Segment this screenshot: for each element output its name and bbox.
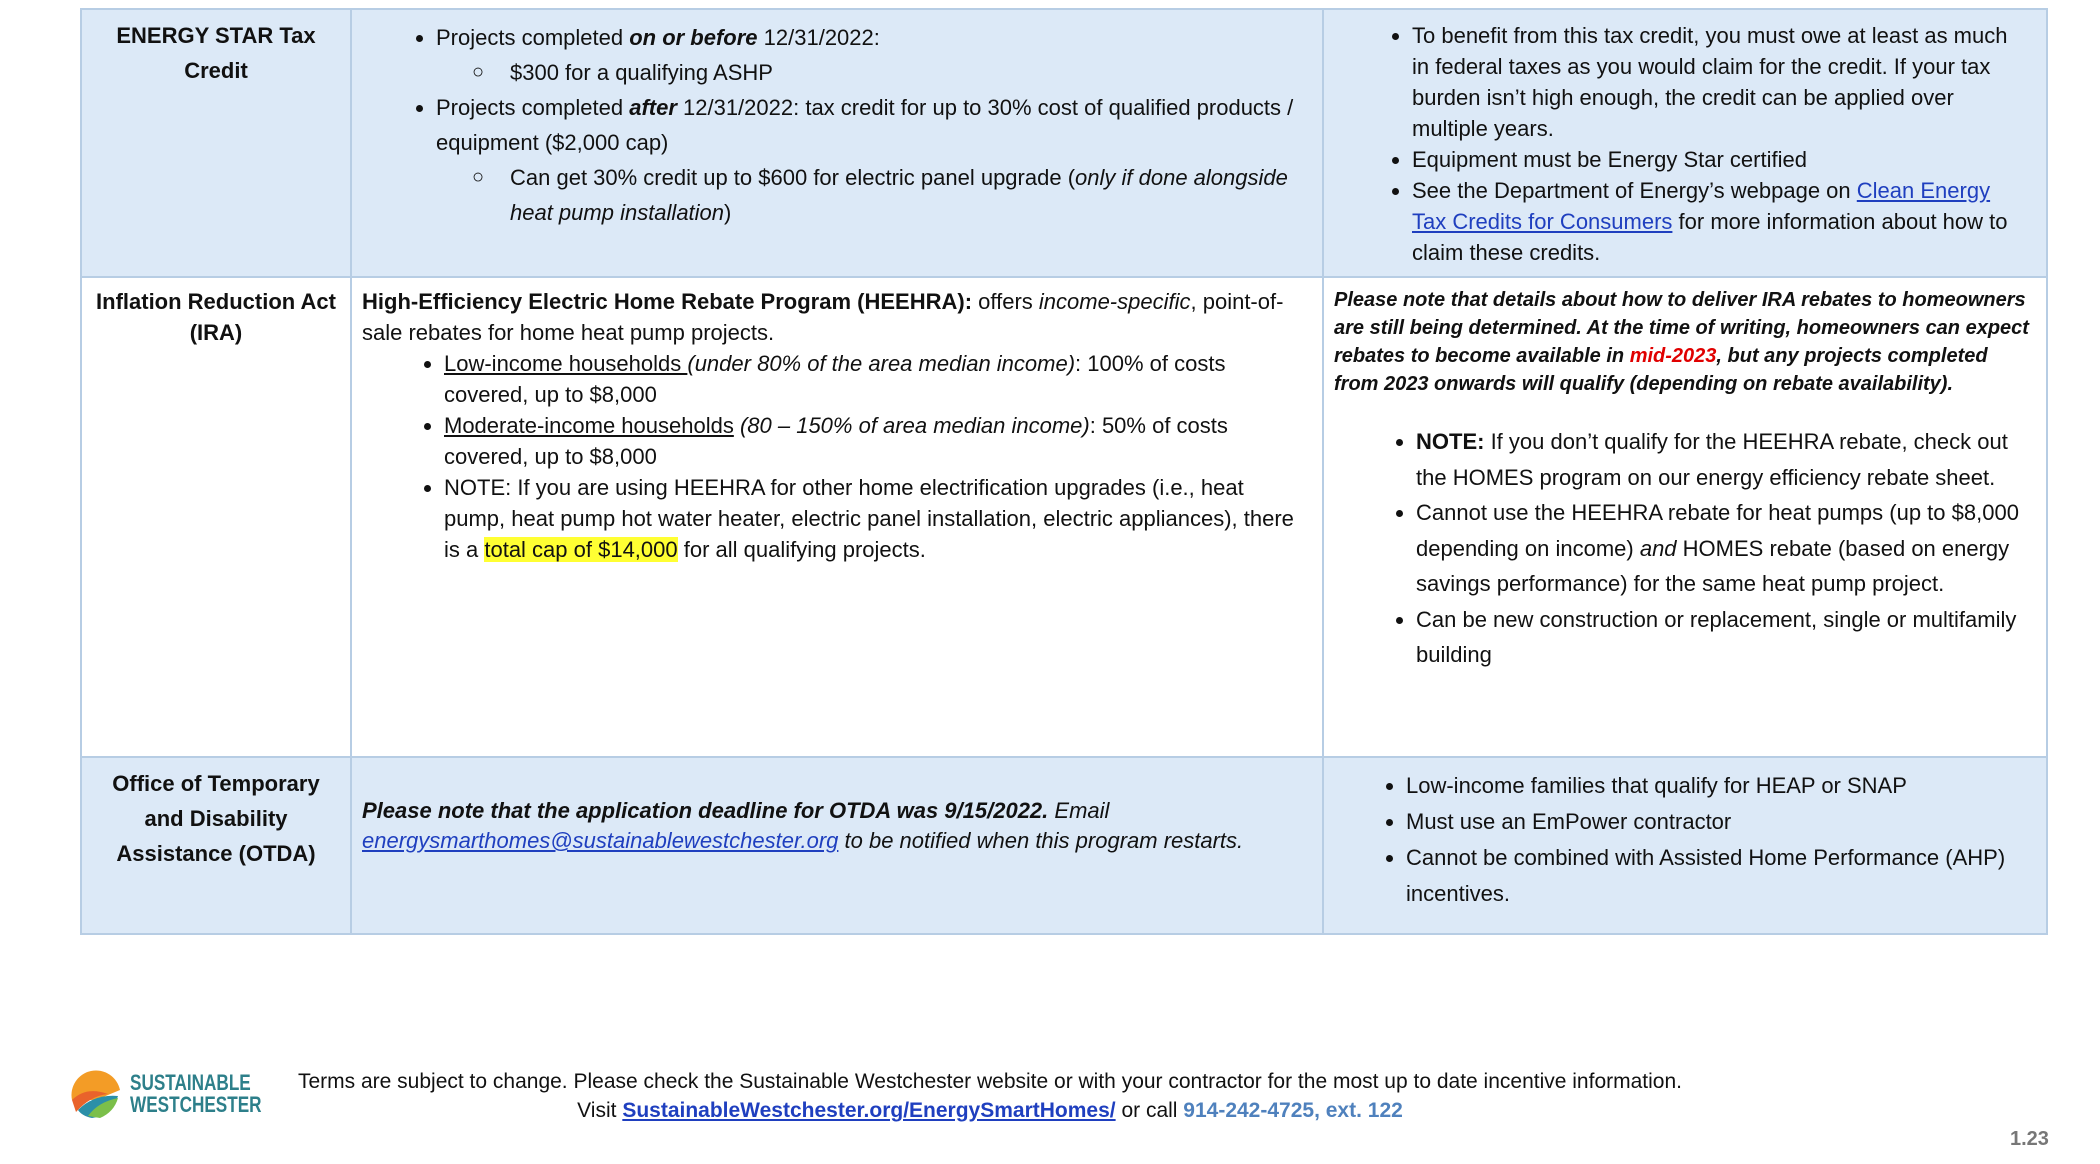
incentive-table [80,8,2048,935]
program-name: Inflation Reduction Act (IRA) [81,277,351,757]
row-otda [81,757,2047,934]
list-item: • Low-income families that qualify for HEAP or SNAP [1406,768,2032,804]
list-item: • NOTE: If you are using HEEHRA for other home electrification upgrades (i.e., heat pump, heat pump hot water heater, electric panel installation, electric appliances), there is a total cap of $14,000 for all qualifying projects. [444,472,1308,565]
list-item: ○ Can get 30% credit up to $600 for electric panel upgrade (only if done alongside heat pump installation) [510,160,1308,230]
list-item: • NOTE: If you don’t qualify for the HEEHRA rebate, check out the HOMES program on our energy efficiency rebate sheet. [1416,424,2032,495]
row-ira [81,277,2047,757]
logo-text: SUSTAINABLE [130,1070,251,1095]
footer-terms: Terms are subject to change. Please check the Sustainable Westchester website or with your contractor for the most up to date incentive information. [298,1070,1682,1093]
sub-list [436,160,1308,230]
energy-smart-homes-link[interactable]: SustainableWestchester.org/EnergySmartHomes/ [622,1099,1116,1122]
row-energy-star [81,9,2047,277]
program-description [351,277,1323,757]
list-item: • Cannot be combined with Assisted Home Performance (AHP) incentives. [1406,840,2032,912]
clean-energy-tax-credits-link[interactable]: Clean Energy Tax Credits for Consumers [1412,178,1991,234]
program-description [351,9,1323,277]
sub-list [436,55,1308,90]
program-notes [1323,757,2047,934]
notes-list [1378,20,2022,268]
email-link[interactable]: energysmarthomes@sustainablewestchester.org [362,828,839,853]
list-item: • Cannot use the HEEHRA rebate for heat pumps (up to $8,000 depending on income) and HOMES rebate (based on energy savings performance) for the same heat pump project. [1416,495,2032,602]
list-item: • Projects completed on or before 12/31/2022: ○ $300 for a qualifying ASHP [436,20,1308,90]
list-item: • To benefit from this tax credit, you must owe at least as much in federal taxes as you would claim for the credit. If your tax burden isn’t high enough, the credit can be applied over multiple years. [1412,20,2022,144]
program-description: Please note that the application deadline for OTDA was 9/15/2022. Email energysmarthomes@sustainablewestchester.org to be notified when this program restarts. [351,757,1323,934]
list-item: • Must use an EmPower contractor [1406,804,2032,840]
list-item: ○ $300 for a qualifying ASHP [510,55,1308,90]
program-intro: High-Efficiency Electric Home Rebate Program (HEEHRA): offers income-specific, point-of-sale rebates for home heat pump projects. [362,289,1284,345]
phone-number: 914-242-4725, ext. 122 [1183,1099,1403,1122]
list-item: • Equipment must be Energy Star certified [1412,144,2022,175]
benefit-list [362,348,1308,565]
ira-disclaimer: Please note that details about how to deliver IRA rebates to homeowners are still being determined. At the time of writing, homeowners can expect rebates to become available in mid-2023, but any projects completed from 2023 onwards will qualify (depending on rebate availability). [1334,289,2029,395]
program-name: Office of Temporary and Disability Assistance (OTDA) [81,757,351,934]
highlighted-cap: total cap of $14,000 [484,537,678,562]
list-item: • Low-income households (under 80% of the area median income): 100% of costs covered, up to $8,000 [444,348,1308,410]
program-notes [1323,277,2047,757]
page-number: 1.23 [2010,1128,2049,1150]
list-item: • Moderate-income households (80 – 150% of area median income): 50% of costs covered, up to $8,000 [444,410,1308,472]
footer-visit: Visit SustainableWestchester.org/EnergySmartHomes/ or call 914-242-4725, ext. 122 [577,1099,1403,1122]
benefit-list [396,20,1308,230]
program-name: ENERGY STAR Tax Credit [81,9,351,277]
list-item: • Projects completed after 12/31/2022: tax credit for up to 30% cost of qualified products / equipment ($2,000 cap) ○ Can get 30% credit up to $600 for electric panel upgrade (only if done alongside heat pump installation) [436,90,1308,230]
notes-list [1334,424,2032,673]
list-item: • See the Department of Energy’s webpage on Clean Energy Tax Credits for Consumers for more information about how to claim these credits. [1412,175,2022,268]
logo-text: WESTCHESTER [130,1092,262,1117]
program-notes [1323,9,2047,277]
list-item: • Can be new construction or replacement, single or multifamily building [1416,602,2032,673]
notes-list [1324,758,2046,924]
